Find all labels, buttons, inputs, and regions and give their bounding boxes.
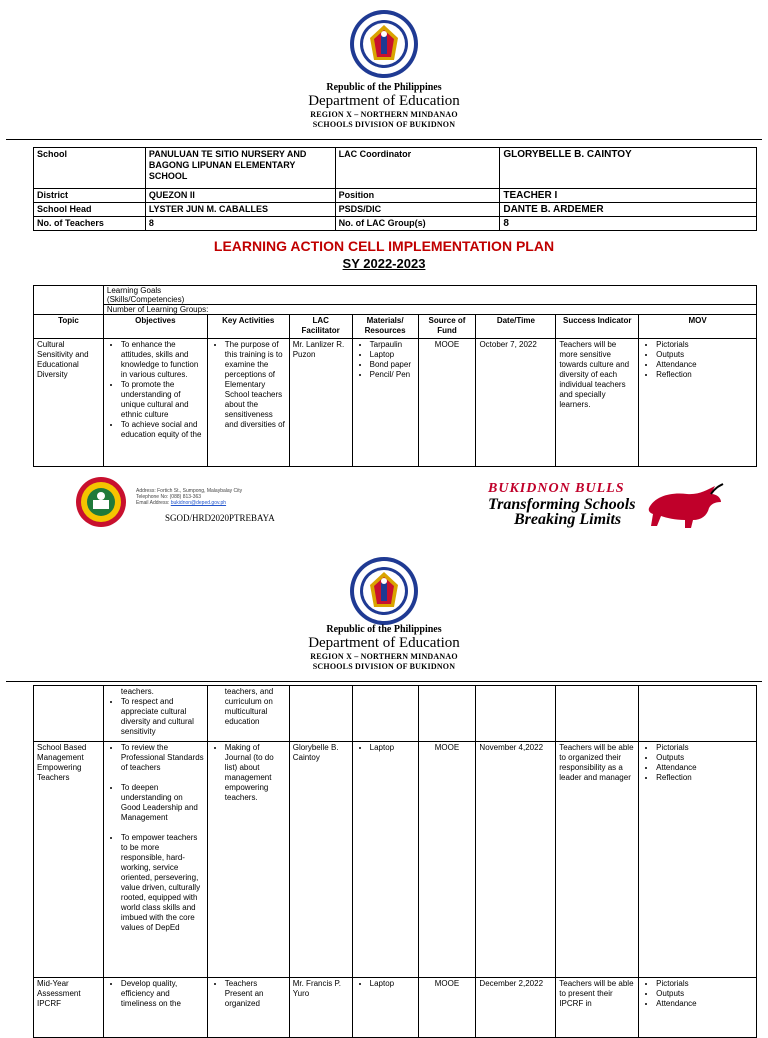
materials-cell — [352, 978, 418, 1038]
num-groups-text: Number of Learning Groups: — [103, 305, 756, 315]
list-item: • Attendance — [656, 999, 753, 1009]
col-activities: Key Activities — [207, 315, 289, 339]
table-row — [34, 339, 757, 467]
col-date: Date/Time — [476, 315, 556, 339]
bukidnon-bulls-logo — [488, 481, 635, 527]
facilitator-cell: Mr. Lanlizer R. Puzon — [289, 339, 352, 467]
activities-cell — [207, 339, 289, 467]
date-cell: December 2,2022 — [476, 978, 556, 1038]
bulls-line1: Transforming Schools — [488, 496, 636, 513]
list-item: • Laptop — [370, 743, 415, 753]
list-item: • Reflection — [656, 773, 753, 783]
list-item: • Develop quality, efficiency and timeliness on the — [121, 979, 204, 1009]
lac-coordinator-value: GLORYBELLE B. CAINTOY — [500, 148, 757, 189]
district-label: District — [34, 189, 146, 203]
school-head-value: LYSTER JUN M. CABALLES — [145, 203, 335, 217]
topic-cell: School Based Management Empowering Teachers — [34, 742, 104, 978]
footer-email-line — [136, 500, 242, 506]
success-cell: Teachers will be able to organized their responsibility as a leader and manager — [556, 742, 639, 978]
list-item: • Pictorials — [656, 340, 753, 350]
activities-cell — [207, 742, 289, 978]
page-2 — [0, 545, 768, 1024]
success-cell: Teachers will be able to present their IPCRF in — [556, 978, 639, 1038]
footer-email-label: Email Address: — [136, 500, 170, 506]
list-item: • Laptop — [370, 350, 415, 360]
list-item: • Pictorials — [656, 743, 753, 753]
school-value: PANULUAN TE SITIO NURSERY AND BAGONG LIPUNAN ELEMENTARY SCHOOL — [145, 148, 335, 189]
republic-text: Republic of the Philippines — [326, 82, 442, 93]
school-info-table — [33, 147, 757, 231]
learning-goals-text: Learning Goals — [106, 286, 162, 295]
letterhead — [0, 624, 768, 672]
lac-plan-table — [33, 285, 757, 467]
bulls-title: BUKIDNON BULLS — [488, 481, 625, 496]
list-item: • To deepen understanding on Good Leadership and Management — [121, 783, 204, 823]
header-rule — [6, 681, 762, 682]
lac-groups-label: No. of LAC Group(s) — [335, 217, 500, 231]
list-item: • Attendance — [656, 360, 753, 370]
bulls-line2: Breaking Limits — [514, 511, 622, 528]
topic-cell: Cultural Sensitivity and Educational Diversity — [34, 339, 104, 467]
list-item: • Reflection — [656, 370, 753, 380]
teachers-value: 8 — [145, 217, 335, 231]
table-row — [34, 686, 757, 742]
division-logo-icon — [75, 476, 127, 528]
list-item: • Outputs — [656, 350, 753, 360]
psds-label: PSDS/DIC — [335, 203, 500, 217]
district-value: QUEZON II — [145, 189, 335, 203]
skills-text: (Skills/Competencies) — [106, 295, 185, 304]
activities-continued: teachers, and curriculum on multicultural education — [224, 687, 274, 726]
source-cell: MOOE — [418, 339, 476, 467]
list-item: • Outputs — [656, 989, 753, 999]
list-item: • To empower teachers to be more responsible, hard-working, service oriented, persevering, value driven, culturally rooted, equipped with world class skills and imbued with the core values of DepEd — [121, 833, 204, 933]
deped-seal-icon — [348, 8, 420, 80]
department-text: Department of Education — [308, 635, 460, 651]
footer-address: Address: Fortich St., Sumpong, Malaybalay City — [136, 488, 243, 494]
footer-email-link[interactable]: bukidnon@deped.gov.ph — [170, 500, 227, 506]
footer-telephone: Telephone No: (088) 813-363 — [136, 494, 202, 500]
objectives-continued: teachers. — [120, 687, 154, 696]
lac-coordinator-label: LAC Coordinator — [335, 148, 500, 189]
objectives-cell — [103, 339, 207, 467]
success-cell: Teachers will be more sensitive towards culture and diversity of each individual teachers and specially learners. — [556, 339, 639, 467]
position-value: TEACHER I — [500, 189, 757, 203]
list-item: • Outputs — [656, 753, 753, 763]
source-cell: MOOE — [418, 978, 476, 1038]
facilitator-cell: Mr. Francis P. Yuro — [289, 978, 352, 1038]
footer-code: SGOD/HRD2020PTREBAYA — [165, 513, 275, 523]
list-item: • To respect and appreciate cultural diversity and cultural sensitivity — [121, 697, 204, 737]
facilitator-cell: Glorybelle B. Caintoy — [289, 742, 352, 978]
region-text: REGION X – NORTHERN MINDANAO — [310, 110, 458, 119]
topic-cell: Mid-Year Assessment IPCRF — [34, 978, 104, 1038]
list-item: • To achieve social and education equity of the — [121, 420, 204, 440]
activities-cell — [207, 978, 289, 1038]
bull-icon — [645, 482, 725, 530]
list-item: • Pictorials — [656, 979, 753, 989]
school-label: School — [34, 148, 146, 189]
list-item: • Teachers Present an organized — [225, 979, 286, 1009]
date-cell: November 4,2022 — [476, 742, 556, 978]
list-item: • Attendance — [656, 763, 753, 773]
header-rule — [6, 139, 762, 140]
col-materials: Materials/ Resources — [352, 315, 418, 339]
lac-plan-table-continued — [33, 685, 757, 1038]
mov-cell — [639, 978, 757, 1038]
republic-text: Republic of the Philippines — [326, 624, 442, 635]
mov-cell — [639, 339, 757, 467]
list-item: • Bond paper — [370, 360, 415, 370]
col-mov: MOV — [639, 315, 757, 339]
col-topic: Topic — [34, 315, 104, 339]
position-label: Position — [335, 189, 500, 203]
department-text: Department of Education — [308, 93, 460, 109]
lac-groups-value: 8 — [500, 217, 757, 231]
materials-cell — [352, 339, 418, 467]
activities-cell — [207, 686, 289, 742]
objectives-cell — [103, 978, 207, 1038]
teachers-label: No. of Teachers — [34, 217, 146, 231]
mov-cell — [639, 742, 757, 978]
psds-value: DANTE B. ARDEMER — [500, 203, 757, 217]
letterhead — [0, 82, 768, 130]
list-item: • Pencil/ Pen — [370, 370, 415, 380]
list-item: • Making of Journal (to do list) about management empowering teachers. — [225, 743, 286, 803]
list-item: • Tarpaulin — [370, 340, 415, 350]
col-facilitator: LAC Facilitator — [289, 315, 352, 339]
plan-title: LEARNING ACTION CELL IMPLEMENTATION PLAN — [213, 238, 555, 254]
list-item: • To review the Professional Standards of teachers — [121, 743, 204, 773]
list-item: • Laptop — [370, 979, 415, 989]
source-cell: MOOE — [418, 742, 476, 978]
footer-address-block — [136, 488, 242, 506]
table-row — [34, 742, 757, 978]
table-row — [34, 978, 757, 1038]
division-text: SCHOOLS DIVISION OF BUKIDNON — [312, 120, 456, 129]
materials-cell — [352, 742, 418, 978]
deped-seal-icon — [348, 555, 420, 627]
date-cell: October 7, 2022 — [476, 339, 556, 467]
objectives-cell — [103, 686, 207, 742]
school-year: SY 2022-2023 — [342, 256, 426, 271]
objectives-cell — [103, 742, 207, 978]
region-text: REGION X – NORTHERN MINDANAO — [310, 652, 458, 661]
school-head-label: School Head — [34, 203, 146, 217]
learning-goals-cell — [103, 286, 756, 305]
list-item: • The purpose of this training is to examine the perceptions of Elementary School teachers about the sensitiveness and diversities of — [225, 340, 286, 430]
col-objectives: Objectives — [103, 315, 207, 339]
division-text: SCHOOLS DIVISION OF BUKIDNON — [312, 662, 456, 671]
list-item: • To promote the understanding of unique cultural and ethnic culture — [121, 380, 204, 420]
list-item: • To enhance the attitudes, skills and knowledge to function in various cultures. — [121, 340, 204, 380]
col-source: Source of Fund — [418, 315, 476, 339]
col-success: Success Indicator — [556, 315, 639, 339]
